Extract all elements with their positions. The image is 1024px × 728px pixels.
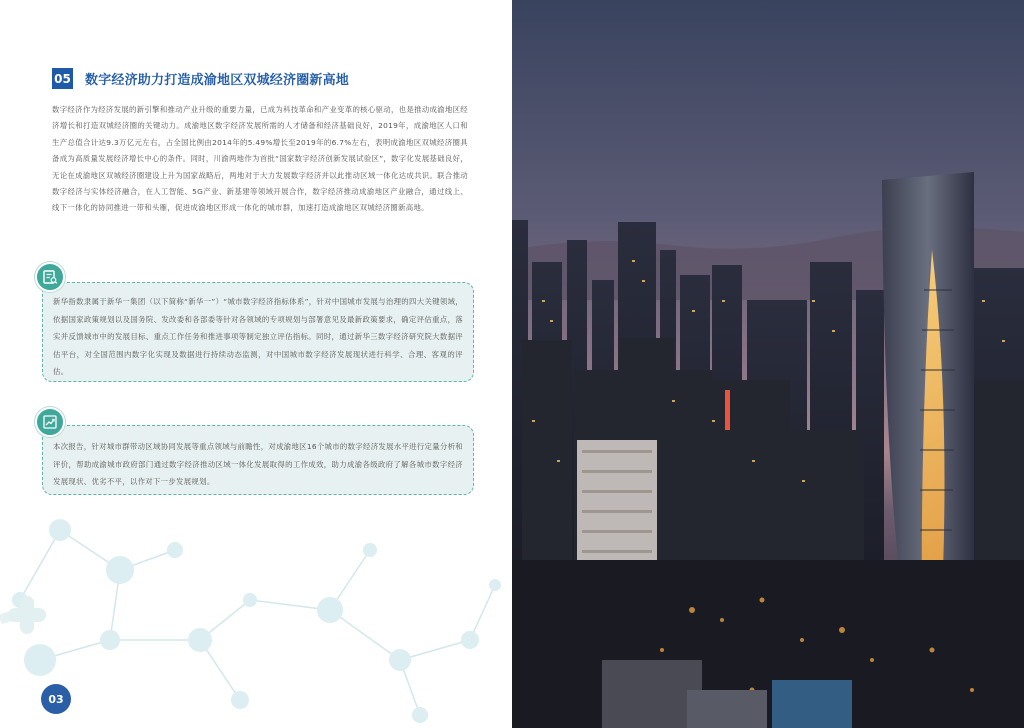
molecule-decoration [0, 490, 512, 728]
callout-box-methodology [42, 282, 474, 382]
cityscape-photo [512, 0, 1024, 728]
callout-box-report [42, 425, 474, 495]
cityscape-illustration [512, 0, 1024, 728]
section-header [52, 68, 349, 89]
body-paragraph: 数字经济作为经济发展的新引擎和推动产业升级的重要力量，已成为科技革命和产业变革的核心驱动，也是推动成渝地区经济增长和打造双城经济圈的关键动力。成渝地区数字经济发展所需的人才储备和经济基础良好，2019年，成渝地区人口和生产总值合计达9.3万亿元左右，占全国比例由2014年的5.49%增长至2019年的6.7%左右，表明成渝地区双城经济圈具备成为高质量发展经济增长中心的条件。同时，川渝两地作为首批“国家数字经济创新发展试验区”，数字化发展基础良好，无论在成渝地区双城经济圈建设上升为国家战略后，两地对于大力发展数字经济并以此推动区域一体化达成共识。联合推动数字经济与实体经济融合，在人工智能、5G产业、新基建等领域开展合作，数字经济推动成渝地区产业融合，通过线上、线下一体化的协同推进一带和头雁，促进成渝地区形成一体化的城市群，加速打造成渝地区双城经济圈新高地。 [52, 105, 468, 213]
page-number: 03 [41, 684, 71, 714]
chart-growth-icon [35, 407, 65, 437]
section-number: 05 [52, 68, 73, 89]
section-title: 数字经济助力打造成渝地区双城经济圈新高地 [85, 73, 350, 88]
report-icon [35, 262, 65, 292]
callout-text-methodology: 新华指数隶属于新华一集团（以下简称“新华一”）“城市数字经济指标体系”，针对中国城市发展与治理的四大关键领域，依据国家政策规划以及国务院、发改委和各部委等针对各领域的专项规划与部署意见及最新政策要求，确定评估重点，落实并反馈城市中的发展目标、重点工作任务和推进事项等制定独立评估指标。同时，通过新华三数字经济研究院大数据评估平台，对全国范围内数字化实现及数据进行持续动态监测，对中国城市数字经济发展现状进行科学、合理、客观的评估。 [53, 297, 463, 376]
callout-text-report: 本次报告，针对城市群带动区域协同发展等重点领域与前瞻性，对成渝地区16个城市的数字经济发展水平进行定量分析和评价，帮助成渝城市政府部门通过数字经济推动区域一体化发展取得的工作成效，助力成渝各级政府了解各城市数字经济发展现状、优劣不平，以作对下一步发展规划。 [53, 442, 463, 486]
